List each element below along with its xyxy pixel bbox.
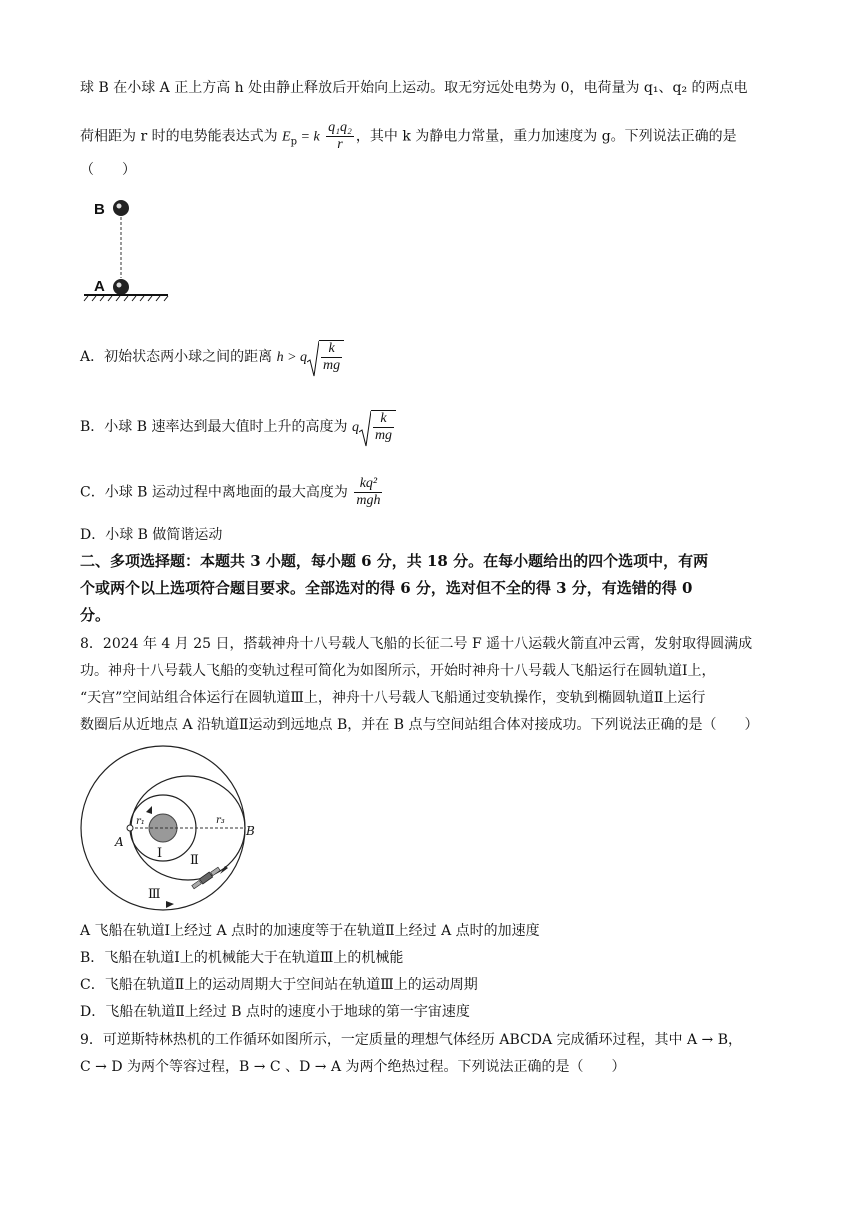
q9-line-1: 9．可逆斯特林热机的工作循环如图所示，一定质量的理想气体经历 ABCDA 完成循环过程，其中 A → B， — [80, 1032, 742, 1048]
figure-two-balls — [82, 192, 174, 302]
label-orbit-2: Ⅱ — [190, 853, 199, 868]
q7-option-b — [80, 410, 396, 444]
q7-option-c-text: C．小球 B 运动过程中离地面的最大高度为 — [80, 484, 353, 501]
q7-option-b-sqrt — [359, 410, 396, 444]
label-a: A — [115, 835, 124, 849]
ep-symbol: E — [282, 129, 291, 145]
q7-option-c-num: kq² — [354, 476, 382, 493]
q7-option-d: D．小球 B 做简谐运动 — [80, 527, 223, 543]
intro-line-2-post: ，其中 k 为静电力常量，重力加速度为 g。下列说法正确的是 — [355, 128, 737, 145]
q7-option-a-text: A．初始状态两小球之间的距离 — [80, 349, 277, 365]
label-a: A — [94, 278, 105, 295]
ep-subscript: p — [290, 136, 298, 148]
q7-option-c — [80, 476, 384, 509]
question-paren: （ ） — [80, 162, 136, 178]
q9-line-2: C → D 为两个等容过程，B → C 、D → A 为两个绝热过程。下列说法正确的是（ ） — [80, 1059, 626, 1075]
label-orbit-3: Ⅲ — [148, 887, 161, 902]
point-a — [127, 825, 133, 831]
ep-fraction-num: q₁q₂ — [328, 120, 352, 135]
arrow-orbit-1 — [146, 806, 152, 814]
figure-orbits — [78, 740, 263, 915]
label-b: B — [246, 824, 255, 838]
q7-option-a-den: mg — [323, 358, 341, 373]
ball-b — [113, 200, 129, 216]
intro-line-1: 球 B 在小球 A 正上方高 h 处由静止释放后开始向上运动。取无穷远处电势为 0，电荷量为 q₁、q₂ 的两点电 — [80, 80, 748, 96]
q7-option-b-den: mg — [374, 428, 393, 443]
label-r3: r₃ — [216, 815, 225, 826]
section-2-line-1: 二、多项选择题：本题共 3 小题，每小题 6 分，共 18 分。在每小题给出的四个选项中，有两 — [80, 552, 709, 570]
q7-option-a-num: k — [321, 341, 342, 358]
ball-a — [113, 279, 129, 295]
section-2-line-2: 个或两个以上选项符合题目要求。全部选对的得 6 分，选对但不全的得 3 分，有选错的得 0 — [80, 579, 693, 597]
q8-option-c: C．飞船在轨道Ⅱ上的运动周期大于空间站在轨道Ⅲ上的运动周期 — [80, 977, 478, 993]
q8-option-d: D．飞船在轨道Ⅱ上经过 B 点时的速度小于地球的第一宇宙速度 — [80, 1004, 470, 1020]
q7-option-b-num: k — [373, 411, 394, 428]
spacecraft-icon — [191, 866, 221, 889]
label-r1: r₁ — [136, 816, 145, 827]
section-2-line-3: 分。 — [80, 606, 111, 624]
q7-option-a-math: h > q — [276, 350, 308, 365]
q7-option-a — [80, 340, 344, 374]
ep-eq-k: = k — [297, 129, 320, 145]
q8-line-3: “天宫”空间站组合体运行在圆轨道Ⅲ上，神舟十八号载人飞船通过变轨操作，变轨到椭圆轨道Ⅱ上运行 — [80, 690, 706, 706]
label-b: B — [94, 201, 105, 218]
q8-line-2: 功。神舟十八号载人飞船的变轨过程可简化为如图所示，开始时神舟十八号载人飞船运行在圆轨道Ⅰ上， — [80, 663, 716, 679]
label-orbit-1: Ⅰ — [157, 846, 163, 861]
ep-fraction-den: r — [337, 137, 343, 152]
ep-fraction — [326, 120, 354, 153]
arrow-orbit-3 — [166, 901, 174, 908]
q7-option-a-sqrt — [307, 340, 344, 374]
q8-option-a: A 飞船在轨道Ⅰ上经过 A 点时的加速度等于在轨道Ⅱ上经过 A 点时的加速度 — [80, 923, 540, 939]
q7-option-b-text: B．小球 B 速率达到最大值时上升的高度为 — [80, 419, 352, 435]
q7-option-c-frac — [354, 476, 382, 509]
intro-line-2 — [80, 120, 737, 153]
q8-line-1: 8．2024 年 4 月 25 日，搭载神舟十八号载人飞船的长征二号 F 遥十八运载火箭直冲云霄，发射取得圆满成 — [80, 636, 753, 652]
q7-option-c-den: mgh — [356, 493, 381, 508]
q7-option-b-math: q — [351, 420, 359, 435]
q8-option-b: B．飞船在轨道Ⅰ上的机械能大于在轨道Ⅲ上的机械能 — [80, 950, 404, 966]
intro-line-2-pre: 荷相距为 r 时的电势能表达式为 — [80, 128, 283, 145]
q8-line-4: 数圈后从近地点 A 沿轨道Ⅱ运动到远地点 B，并在 B 点与空间站组合体对接成功。下列说法正确的是（ ） — [80, 717, 759, 733]
